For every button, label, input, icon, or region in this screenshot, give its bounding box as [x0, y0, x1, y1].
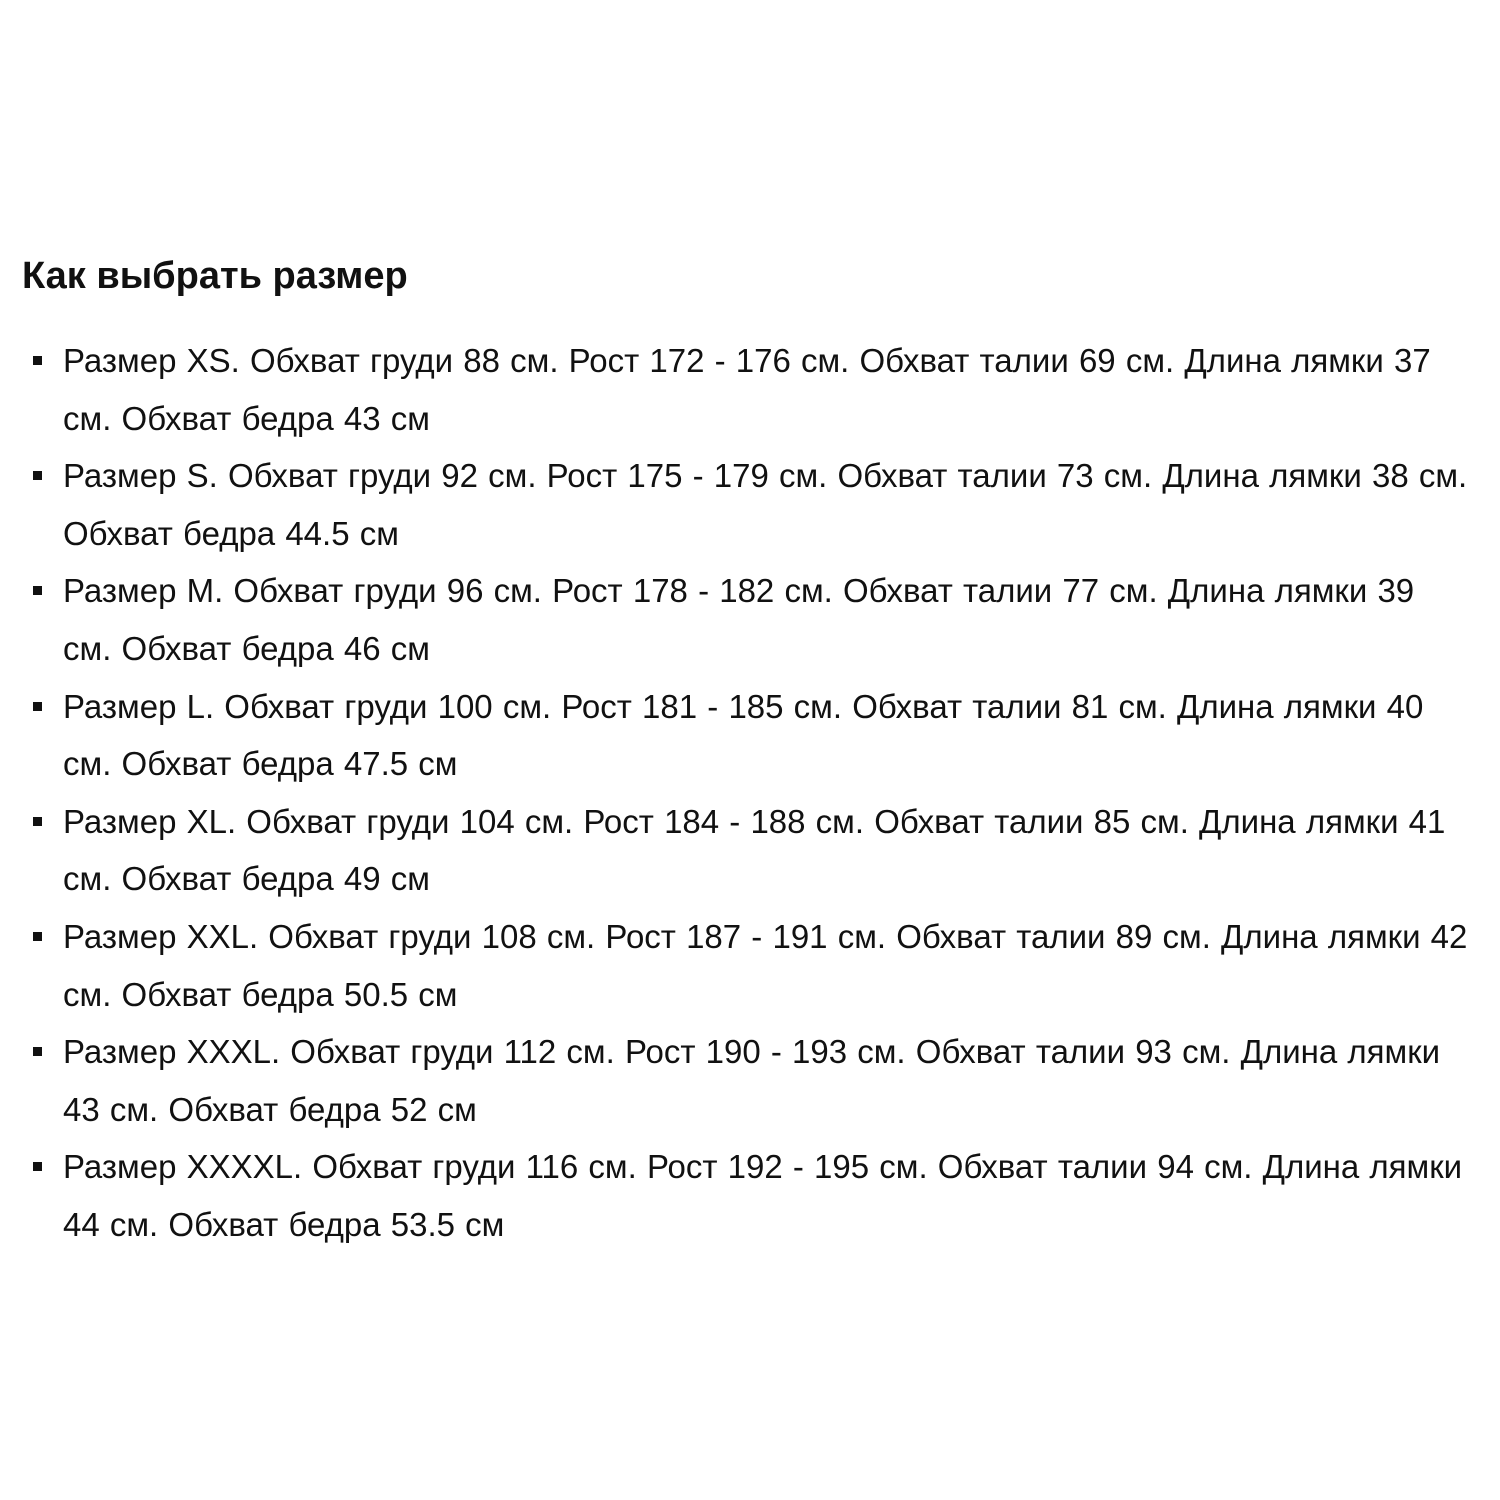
size-item-xxl: [22, 908, 1472, 1023]
size-item-xl: [22, 793, 1472, 908]
size-item-text: Размер XL. Обхват груди 104 см. Рост 184 - 188 см. Обхват талии 85 см. Длина лямки 41 см. Обхват бедра 49 см: [63, 802, 1446, 898]
size-item-m: [22, 562, 1472, 677]
size-item-text: Размер XXXL. Обхват груди 112 см. Рост 190 - 193 см. Обхват талии 93 см. Длина лямки 43 см. Обхват бедра 52 см: [63, 1033, 1441, 1128]
bullet-square-icon: [33, 702, 42, 711]
size-item-text: Размер L. Обхват груди 100 см. Рост 181 - 185 см. Обхват талии 81 см. Длина лямки 40 см. Обхват бедра 47.5 см: [63, 687, 1424, 783]
bullet-square-icon: [33, 471, 42, 480]
size-item-text: Размер XXL. Обхват груди 108 см. Рост 187 - 191 см. Обхват талии 89 см. Длина лямки 42 см. Обхват бедра 50.5 см: [63, 917, 1468, 1013]
bullet-square-icon: [33, 356, 42, 365]
size-item-text: Размер XS. Обхват груди 88 см. Рост 172 - 176 см. Обхват талии 69 см. Длина лямки 37 см. Обхват бедра 43 см: [63, 342, 1431, 437]
bullet-square-icon: [33, 817, 42, 826]
size-item-text: Размер M. Обхват груди 96 см. Рост 178 - 182 см. Обхват талии 77 см. Длина лямки 39 см. Обхват бедра 46 см: [63, 572, 1415, 667]
bullet-square-icon: [33, 1047, 42, 1056]
bullet-square-icon: [33, 1162, 42, 1171]
size-list: [22, 332, 1472, 1254]
size-item-text: Размер XXXXL. Обхват груди 116 см. Рост 192 - 195 см. Обхват талии 94 см. Длина лямки 44 см. Обхват бедра 53.5 см: [63, 1148, 1463, 1243]
size-item-s: [22, 447, 1472, 562]
size-item-l: [22, 678, 1472, 793]
size-item-xxxl: [22, 1023, 1472, 1138]
size-item-text: Размер S. Обхват груди 92 см. Рост 175 - 179 см. Обхват талии 73 см. Длина лямки 38 см. Обхват бедра 44.5 см: [63, 457, 1468, 552]
size-guide-title: Как выбрать размер: [22, 255, 408, 297]
bullet-square-icon: [33, 586, 42, 595]
size-guide: [22, 246, 1472, 1254]
size-item-xs: [22, 332, 1472, 447]
bullet-square-icon: [33, 932, 42, 941]
size-item-xxxxl: [22, 1138, 1472, 1253]
